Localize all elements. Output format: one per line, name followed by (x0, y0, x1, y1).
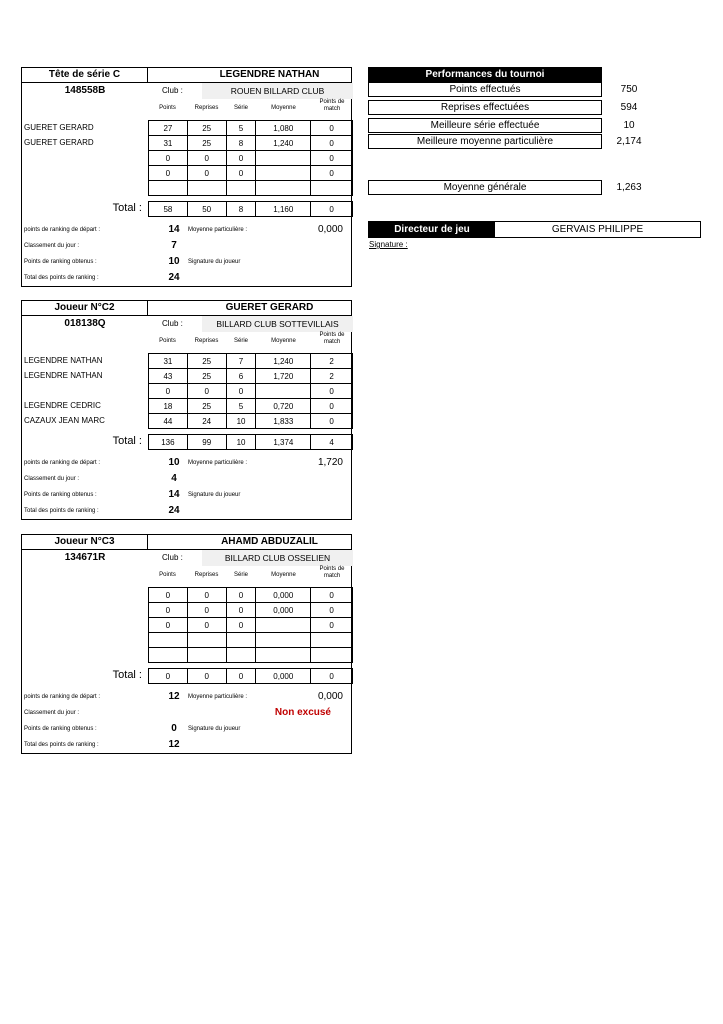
table-cell: 31 (149, 136, 188, 151)
column-header: Points (159, 105, 176, 111)
ranking-depart-label: points de ranking de départ : (24, 460, 101, 466)
ranking-depart-value: 10 (168, 457, 180, 468)
table-cell: 1,240 (256, 136, 311, 151)
perf-serie-label: Meilleure série effectuée (368, 118, 602, 133)
table-cell: 18 (149, 399, 188, 414)
table-cell (256, 618, 311, 633)
table-cell (311, 181, 353, 196)
total-cell: 50 (187, 202, 226, 217)
ranking-total-label: Total des points de ranking : (24, 742, 99, 748)
column-header: Moyenne (271, 572, 296, 578)
classement-label: Classement du jour : (24, 710, 80, 716)
total-cell: 0 (311, 669, 353, 684)
classement-label: Classement du jour : (24, 243, 80, 249)
table-cell (256, 181, 311, 196)
table-cell: 27 (149, 121, 188, 136)
table-cell: 25 (187, 369, 226, 384)
table-cell: 0 (187, 151, 226, 166)
table-row (149, 166, 353, 181)
column-header: Série (233, 338, 248, 344)
classement-value: 4 (171, 473, 177, 484)
club-label: Club : (162, 553, 183, 562)
signature-joueur-label: Signature du joueur (188, 259, 241, 265)
total-cell: 4 (311, 435, 353, 450)
table-cell: 0 (149, 603, 188, 618)
seed-label: Joueur N°C3 (22, 535, 148, 550)
column-header: Points de match (319, 566, 345, 579)
table-cell: 0,000 (256, 603, 311, 618)
table-cell (226, 181, 256, 196)
table-cell (187, 181, 226, 196)
table-cell: 0 (187, 603, 226, 618)
column-header: Série (233, 105, 248, 111)
ranking-total-value: 12 (168, 739, 180, 750)
ranking-obtenus-label: Points de ranking obtenus : (24, 492, 97, 498)
table-row (149, 121, 353, 136)
table-row (149, 414, 353, 429)
total-cell: 136 (149, 435, 188, 450)
total-label: Total : (112, 669, 142, 681)
ranking-total-label: Total des points de ranking : (24, 508, 99, 514)
totals-row (149, 669, 353, 684)
table-cell: 44 (149, 414, 188, 429)
table-cell: 1,833 (256, 414, 311, 429)
opponent-name: LEGENDRE CEDRIC (24, 401, 101, 410)
table-cell: 0 (149, 384, 188, 399)
table-cell (256, 384, 311, 399)
totals-row (149, 202, 353, 217)
ranking-depart-label: points de ranking de départ : (24, 227, 101, 233)
performances-title: Performances du tournoi (368, 67, 602, 82)
total-cell: 0,000 (256, 669, 311, 684)
moyenne-particuliere-label: Moyenne particulière : (188, 227, 248, 233)
table-cell: 1,720 (256, 369, 311, 384)
table-cell: 25 (187, 136, 226, 151)
licence-number: 148558B (64, 85, 106, 96)
match-grid (148, 587, 353, 663)
licence-number: 134671R (64, 552, 106, 563)
club-label: Club : (162, 319, 183, 328)
table-row (149, 648, 353, 663)
club-name: ROUEN BILLARD CLUB (202, 83, 353, 99)
ranking-obtenus-label: Points de ranking obtenus : (24, 259, 97, 265)
ranking-depart-value: 14 (168, 224, 180, 235)
perf-points-value: 750 (620, 84, 638, 95)
moyenne-particuliere-value: 1,720 (317, 457, 343, 468)
ranking-obtenus-value: 0 (171, 723, 177, 734)
table-cell: 0 (311, 399, 353, 414)
table-cell: 0 (311, 414, 353, 429)
ranking-obtenus-label: Points de ranking obtenus : (24, 726, 97, 732)
club-label: Club : (162, 86, 183, 95)
perf-points-label: Points effectués (368, 82, 602, 97)
directeur-label: Directeur de jeu (369, 222, 495, 237)
table-row (149, 399, 353, 414)
table-cell: 1,240 (256, 354, 311, 369)
total-cell: 0 (187, 669, 226, 684)
signature-joueur-label: Signature du joueur (188, 726, 241, 732)
player-name: AHAMD ABDUZALIL (148, 535, 351, 550)
club-name: BILLARD CLUB SOTTEVILLAIS (202, 316, 353, 332)
table-cell: 0 (149, 588, 188, 603)
match-grid (148, 120, 353, 196)
table-cell (311, 633, 353, 648)
table-cell: 0 (311, 121, 353, 136)
table-cell: 25 (187, 354, 226, 369)
table-cell (256, 151, 311, 166)
moyenne-particuliere-value: 0,000 (317, 224, 343, 235)
table-cell: 0 (311, 618, 353, 633)
total-cell: 1,374 (256, 435, 311, 450)
table-cell: 5 (226, 399, 256, 414)
table-cell: 0 (311, 136, 353, 151)
classement-label: Classement du jour : (24, 476, 80, 482)
perf-reprises-label: Reprises effectuées (368, 100, 602, 115)
table-cell: 0 (226, 166, 256, 181)
opponent-name: GUERET GERARD (24, 123, 94, 132)
table-cell: 25 (187, 399, 226, 414)
total-cell: 58 (149, 202, 188, 217)
directeur-name: GERVAIS PHILIPPE (551, 224, 644, 235)
total-cell: 0 (149, 669, 188, 684)
table-cell (187, 648, 226, 663)
table-cell: 2 (311, 354, 353, 369)
table-cell (226, 648, 256, 663)
table-cell (256, 648, 311, 663)
licence-number: 018138Q (64, 318, 106, 329)
seed-label: Joueur N°C2 (22, 301, 148, 316)
total-cell: 99 (187, 435, 226, 450)
moyenne-particuliere-label: Moyenne particulière : (188, 694, 248, 700)
table-cell: 0 (149, 151, 188, 166)
table-row (149, 633, 353, 648)
ranking-obtenus-value: 10 (168, 256, 180, 267)
total-cell: 1,160 (256, 202, 311, 217)
table-cell: 0 (311, 603, 353, 618)
table-cell: 0 (311, 151, 353, 166)
perf-moyenne-label: Meilleure moyenne particulière (368, 134, 602, 149)
table-cell: 43 (149, 369, 188, 384)
table-cell (187, 633, 226, 648)
signature-joueur-label: Signature du joueur (188, 492, 241, 498)
player-block (21, 300, 352, 520)
table-cell: 24 (187, 414, 226, 429)
total-cell: 10 (226, 435, 256, 450)
moyenne-particuliere-label: Moyenne particulière : (188, 460, 248, 466)
table-cell: 5 (226, 121, 256, 136)
opponent-name: GUERET GERARD (24, 138, 94, 147)
table-cell: 2 (311, 369, 353, 384)
table-cell (226, 633, 256, 648)
perf-reprises-value: 594 (620, 102, 638, 113)
totals-grid (148, 434, 353, 450)
column-header: Points (159, 338, 176, 344)
player-name: GUERET GERARD (148, 301, 351, 316)
moyenne-generale-label: Moyenne générale (368, 180, 602, 195)
total-cell: 0 (311, 202, 353, 217)
table-row (149, 588, 353, 603)
table-cell: 0 (226, 618, 256, 633)
table-cell (256, 166, 311, 181)
total-cell: 0 (226, 669, 256, 684)
table-cell: 0 (311, 588, 353, 603)
column-header: Reprises (194, 105, 219, 111)
club-name: BILLARD CLUB OSSELIEN (202, 550, 353, 566)
table-cell: 0,000 (256, 588, 311, 603)
totals-grid (148, 201, 353, 217)
column-header: Moyenne (271, 105, 296, 111)
table-cell: 25 (187, 121, 226, 136)
moyenne-particuliere-value: 0,000 (317, 691, 343, 702)
column-header: Reprises (194, 572, 219, 578)
ranking-total-value: 24 (168, 505, 180, 516)
directeur-signature-label: Signature : (369, 240, 408, 249)
table-cell: 6 (226, 369, 256, 384)
totals-grid (148, 668, 353, 684)
moyenne-generale-value: 1,263 (616, 182, 642, 193)
table-cell: 8 (226, 136, 256, 151)
ranking-depart-value: 12 (168, 691, 180, 702)
table-cell: 0 (311, 166, 353, 181)
table-cell: 1,080 (256, 121, 311, 136)
table-cell: 31 (149, 354, 188, 369)
column-header: Reprises (194, 338, 219, 344)
table-cell: 10 (226, 414, 256, 429)
table-cell: 0 (187, 618, 226, 633)
directeur-box (368, 221, 701, 238)
table-row (149, 369, 353, 384)
table-cell: 0 (187, 166, 226, 181)
perf-serie-value: 10 (623, 120, 635, 131)
ranking-total-label: Total des points de ranking : (24, 275, 99, 281)
table-cell (311, 648, 353, 663)
table-cell: 0 (149, 618, 188, 633)
seed-label: Tête de série C (22, 68, 148, 83)
table-row (149, 354, 353, 369)
player-block (21, 67, 352, 287)
table-row (149, 603, 353, 618)
table-cell: 0 (226, 588, 256, 603)
table-cell (149, 648, 188, 663)
column-header: Moyenne (271, 338, 296, 344)
column-header: Points de match (319, 99, 345, 112)
totals-row (149, 435, 353, 450)
match-grid (148, 353, 353, 429)
opponent-name: CAZAUX JEAN MARC (24, 416, 105, 425)
perf-moyenne-value: 2,174 (616, 136, 642, 147)
table-cell: 0 (187, 384, 226, 399)
table-cell (256, 633, 311, 648)
table-row (149, 151, 353, 166)
table-cell: 7 (226, 354, 256, 369)
opponent-name: LEGENDRE NATHAN (24, 356, 103, 365)
ranking-total-value: 24 (168, 272, 180, 283)
classement-value: 7 (171, 240, 177, 251)
table-cell: 0 (149, 166, 188, 181)
player-block (21, 534, 352, 754)
table-row (149, 618, 353, 633)
table-row (149, 384, 353, 399)
table-cell (149, 181, 188, 196)
column-header: Série (233, 572, 248, 578)
ranking-obtenus-value: 14 (168, 489, 180, 500)
absence-note: Non excusé (274, 707, 331, 718)
column-header: Points de match (319, 332, 345, 345)
table-cell (149, 633, 188, 648)
ranking-depart-label: points de ranking de départ : (24, 694, 101, 700)
total-label: Total : (112, 202, 142, 214)
table-row (149, 181, 353, 196)
table-cell: 0 (226, 384, 256, 399)
table-cell: 0 (311, 384, 353, 399)
player-name: LEGENDRE NATHAN (148, 68, 351, 83)
table-cell: 0 (226, 603, 256, 618)
total-label: Total : (112, 435, 142, 447)
total-cell: 8 (226, 202, 256, 217)
table-cell: 0 (226, 151, 256, 166)
table-cell: 0,720 (256, 399, 311, 414)
opponent-name: LEGENDRE NATHAN (24, 371, 103, 380)
column-header: Points (159, 572, 176, 578)
table-row (149, 136, 353, 151)
table-cell: 0 (187, 588, 226, 603)
